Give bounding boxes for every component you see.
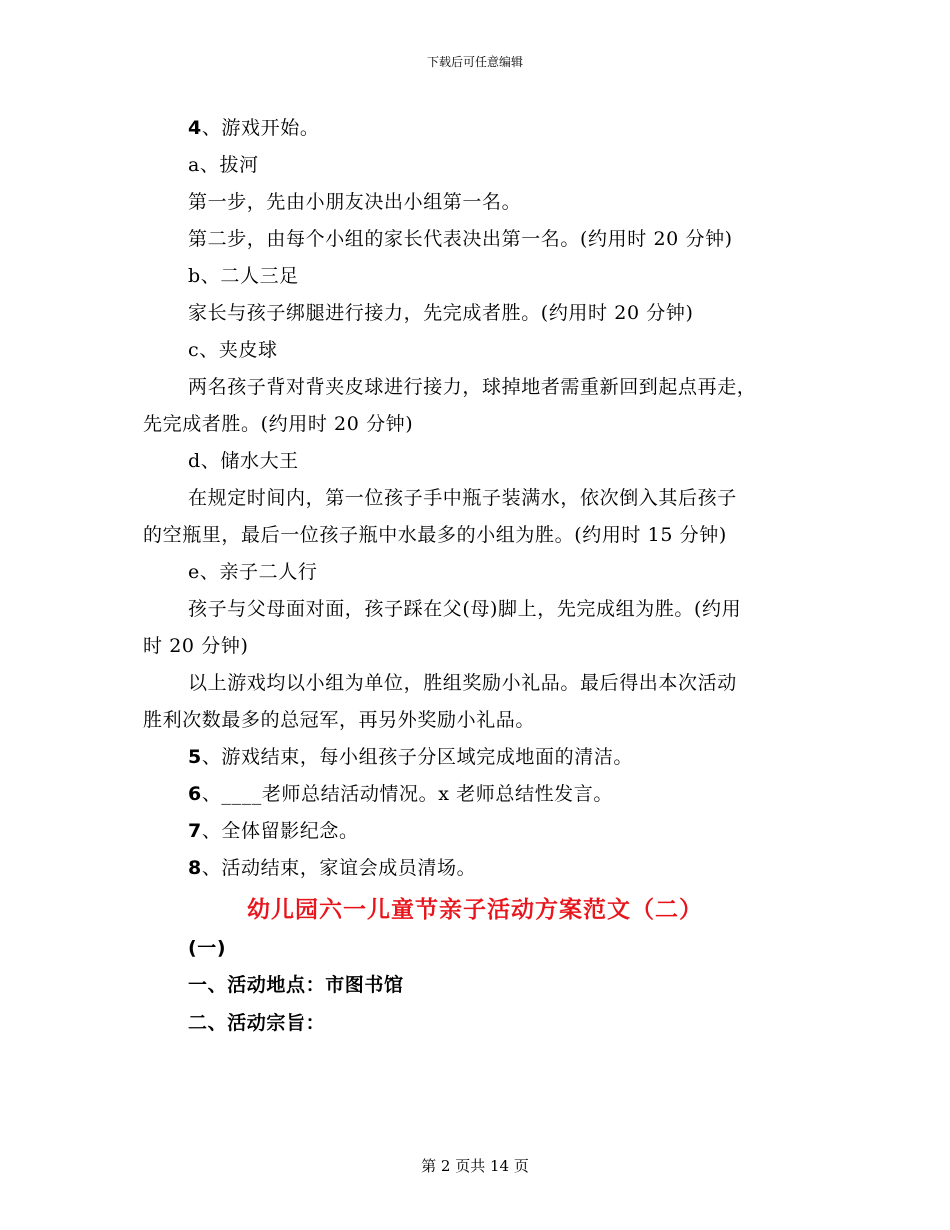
step-number: 6 bbox=[188, 783, 202, 805]
game-c-desc-line-2: 先完成者胜。(约用时 20 分钟) bbox=[143, 413, 414, 435]
summary-line-1: 以上游戏均以小组为单位，胜组奖励小礼品。最后得出本次活动 bbox=[188, 672, 737, 694]
step-text: 、____老师总结活动情况。x 老师总结性发言。 bbox=[201, 783, 613, 805]
step-number: 5 bbox=[188, 746, 202, 768]
step-5 bbox=[188, 745, 633, 769]
game-c-desc-line-1: 两名孩子背对背夹皮球进行接力，球掉地者需重新回到起点再走， bbox=[188, 376, 757, 398]
sub-item-location: 一、活动地点：市图书馆 bbox=[188, 974, 404, 996]
game-a-step-2: 第二步，由每个小组的家长代表决出第一名。(约用时 20 分钟) bbox=[188, 228, 733, 250]
game-d-desc-line-2: 的空瓶里，最后一位孩子瓶中水最多的小组为胜。(约用时 15 分钟) bbox=[143, 524, 727, 546]
step-7 bbox=[188, 819, 359, 843]
step-text: 、全体留影纪念。 bbox=[201, 820, 359, 842]
game-b-desc: 家长与孩子绑腿进行接力，先完成者胜。(约用时 20 分钟) bbox=[188, 302, 694, 324]
summary-line-2: 胜利次数最多的总冠军，再另外奖励小礼品。 bbox=[143, 709, 536, 731]
sub-item-part-1: (一) bbox=[188, 937, 227, 959]
page-header: 下载后可任意编辑 bbox=[426, 55, 523, 69]
game-b-title: b、二人三足 bbox=[188, 265, 299, 287]
page-footer: 第 2 页共 14 页 bbox=[421, 1157, 529, 1175]
sub-item-purpose: 二、活动宗旨： bbox=[188, 1012, 326, 1034]
game-a-step-1: 第一步，先由小朋友决出小组第一名。 bbox=[188, 191, 522, 213]
step-text: 、游戏结束，每小组孩子分区域完成地面的清洁。 bbox=[201, 746, 634, 768]
game-d-desc-line-1: 在规定时间内，第一位孩子手中瓶子装满水，依次倒入其后孩子 bbox=[188, 487, 737, 509]
game-c-title: c、夹皮球 bbox=[188, 339, 278, 361]
game-e-desc-line-1: 孩子与父母面对面，孩子踩在父(母)脚上，先完成组为胜。(约用 bbox=[188, 598, 742, 620]
step-text: 、活动结束，家谊会成员清场。 bbox=[201, 857, 477, 879]
game-a-title: a、拔河 bbox=[188, 154, 259, 176]
step-8 bbox=[188, 856, 476, 880]
game-e-title: e、亲子二人行 bbox=[188, 561, 318, 583]
step-number: 4 bbox=[188, 117, 202, 139]
step-4-heading bbox=[188, 116, 319, 140]
step-number: 8 bbox=[188, 857, 202, 879]
game-d-title: d、储水大王 bbox=[188, 450, 299, 472]
game-e-desc-line-2: 时 20 分钟) bbox=[143, 635, 249, 657]
step-6 bbox=[188, 782, 613, 806]
section-title: 幼儿园六一儿童节亲子活动方案范文（二） bbox=[247, 897, 703, 923]
step-number: 7 bbox=[188, 820, 202, 842]
step-text: 、游戏开始。 bbox=[201, 117, 320, 139]
